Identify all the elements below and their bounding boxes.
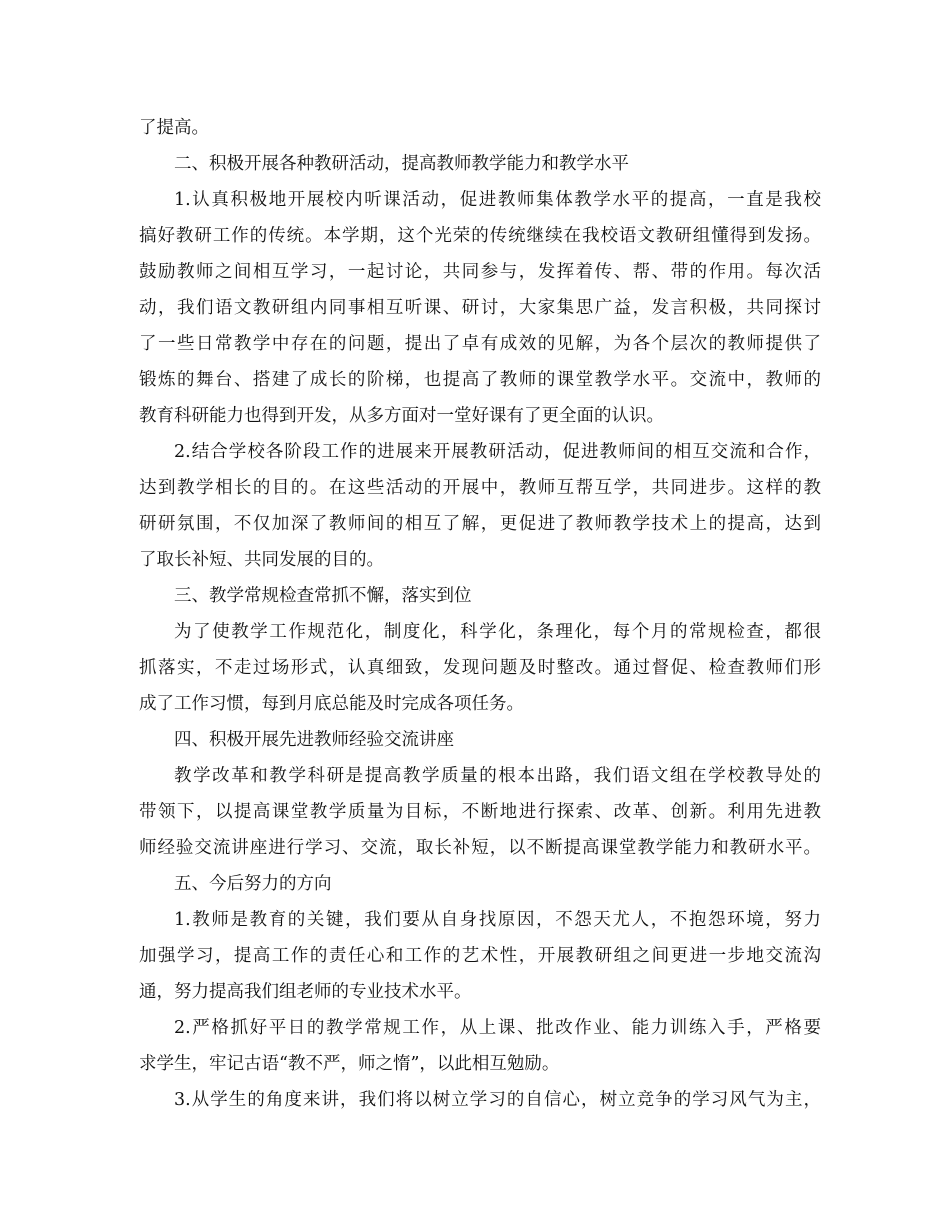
text-line: 四、积极开展先进教师经验交流讲座 — [174, 730, 454, 750]
text-line: 抓落实，不走过场形式，认真细致，发现问题及时整改。通过督促、检查教师们形 — [139, 658, 821, 678]
text-line: 了一些日常教学中存在的问题，提出了卓有成效的见解，为各个层次的教师提供了 — [139, 334, 821, 354]
text-line: 2.严格抓好平日的教学常规工作，从上课、批改作业、能力训练入手，严格要 — [174, 1018, 821, 1038]
text-line: 求学生，牢记古语“教不严，师之惰”，以此相互勉励。 — [139, 1054, 560, 1074]
text-line: 成了工作习惯，每到月底总能及时完成各项任务。 — [139, 694, 524, 714]
text-line: 动，我们语文教研组内同事相互听课、研讨，大家集思广益，发言积极，共同探讨 — [139, 298, 821, 318]
text-line: 了取长补短、共同发展的目的。 — [139, 550, 384, 570]
text-line: 达到教学相长的目的。在这些活动的开展中，教师互帮互学，共同进步。这样的教 — [139, 478, 821, 498]
text-line: 1.教师是教育的关键，我们要从自身找原因，不怨天尤人，不抱怨环境，努力 — [174, 910, 821, 930]
text-line: 师经验交流讲座进行学习、交流，取长补短，以不断提高课堂教学能力和教研水平。 — [139, 838, 821, 858]
text-line: 教育科研能力也得到开发，从多方面对一堂好课有了更全面的认识。 — [139, 406, 664, 426]
text-line: 三、教学常规检查常抓不懈，落实到位 — [174, 586, 472, 606]
text-line: 带领下，以提高课堂教学质量为目标，不断地进行探索、改革、创新。利用先进教 — [139, 802, 821, 822]
text-line: 3.从学生的角度来讲，我们将以树立学习的自信心，树立竞争的学习风气为主， — [174, 1090, 821, 1110]
text-line: 2.结合学校各阶段工作的进展来开展教研活动，促进教师间的相互交流和合作， — [174, 442, 821, 462]
text-line: 通，努力提高我们组老师的专业技术水平。 — [139, 982, 472, 1002]
text-line: 为了使教学工作规范化，制度化，科学化，条理化，每个月的常规检查，都很 — [174, 622, 821, 642]
text-line: 1.认真积极地开展校内听课活动，促进教师集体教学水平的提高，一直是我校 — [174, 190, 821, 210]
text-line: 研研氛围，不仅加深了教师间的相互了解，更促进了教师教学技术上的提高，达到 — [139, 514, 821, 534]
text-line: 鼓励教师之间相互学习，一起讨论，共同参与，发挥着传、帮、带的作用。每次活 — [139, 262, 821, 282]
text-line: 五、今后努力的方向 — [174, 874, 332, 894]
text-line: 二、积极开展各种教研活动，提高教师教学能力和教学水平 — [174, 154, 629, 174]
text-line: 教学改革和教学科研是提高教学质量的根本出路，我们语文组在学校教导处的 — [174, 766, 821, 786]
text-line: 锻炼的舞台、搭建了成长的阶梯，也提高了教师的课堂教学水平。交流中，教师的 — [139, 370, 821, 390]
text-line: 了提高。 — [139, 118, 209, 138]
text-line: 加强学习，提高工作的责任心和工作的艺术性，开展教研组之间更进一步地交流沟 — [139, 946, 821, 966]
text-line: 搞好教研工作的传统。本学期，这个光荣的传统继续在我校语文教研组懂得到发扬。 — [139, 226, 821, 246]
